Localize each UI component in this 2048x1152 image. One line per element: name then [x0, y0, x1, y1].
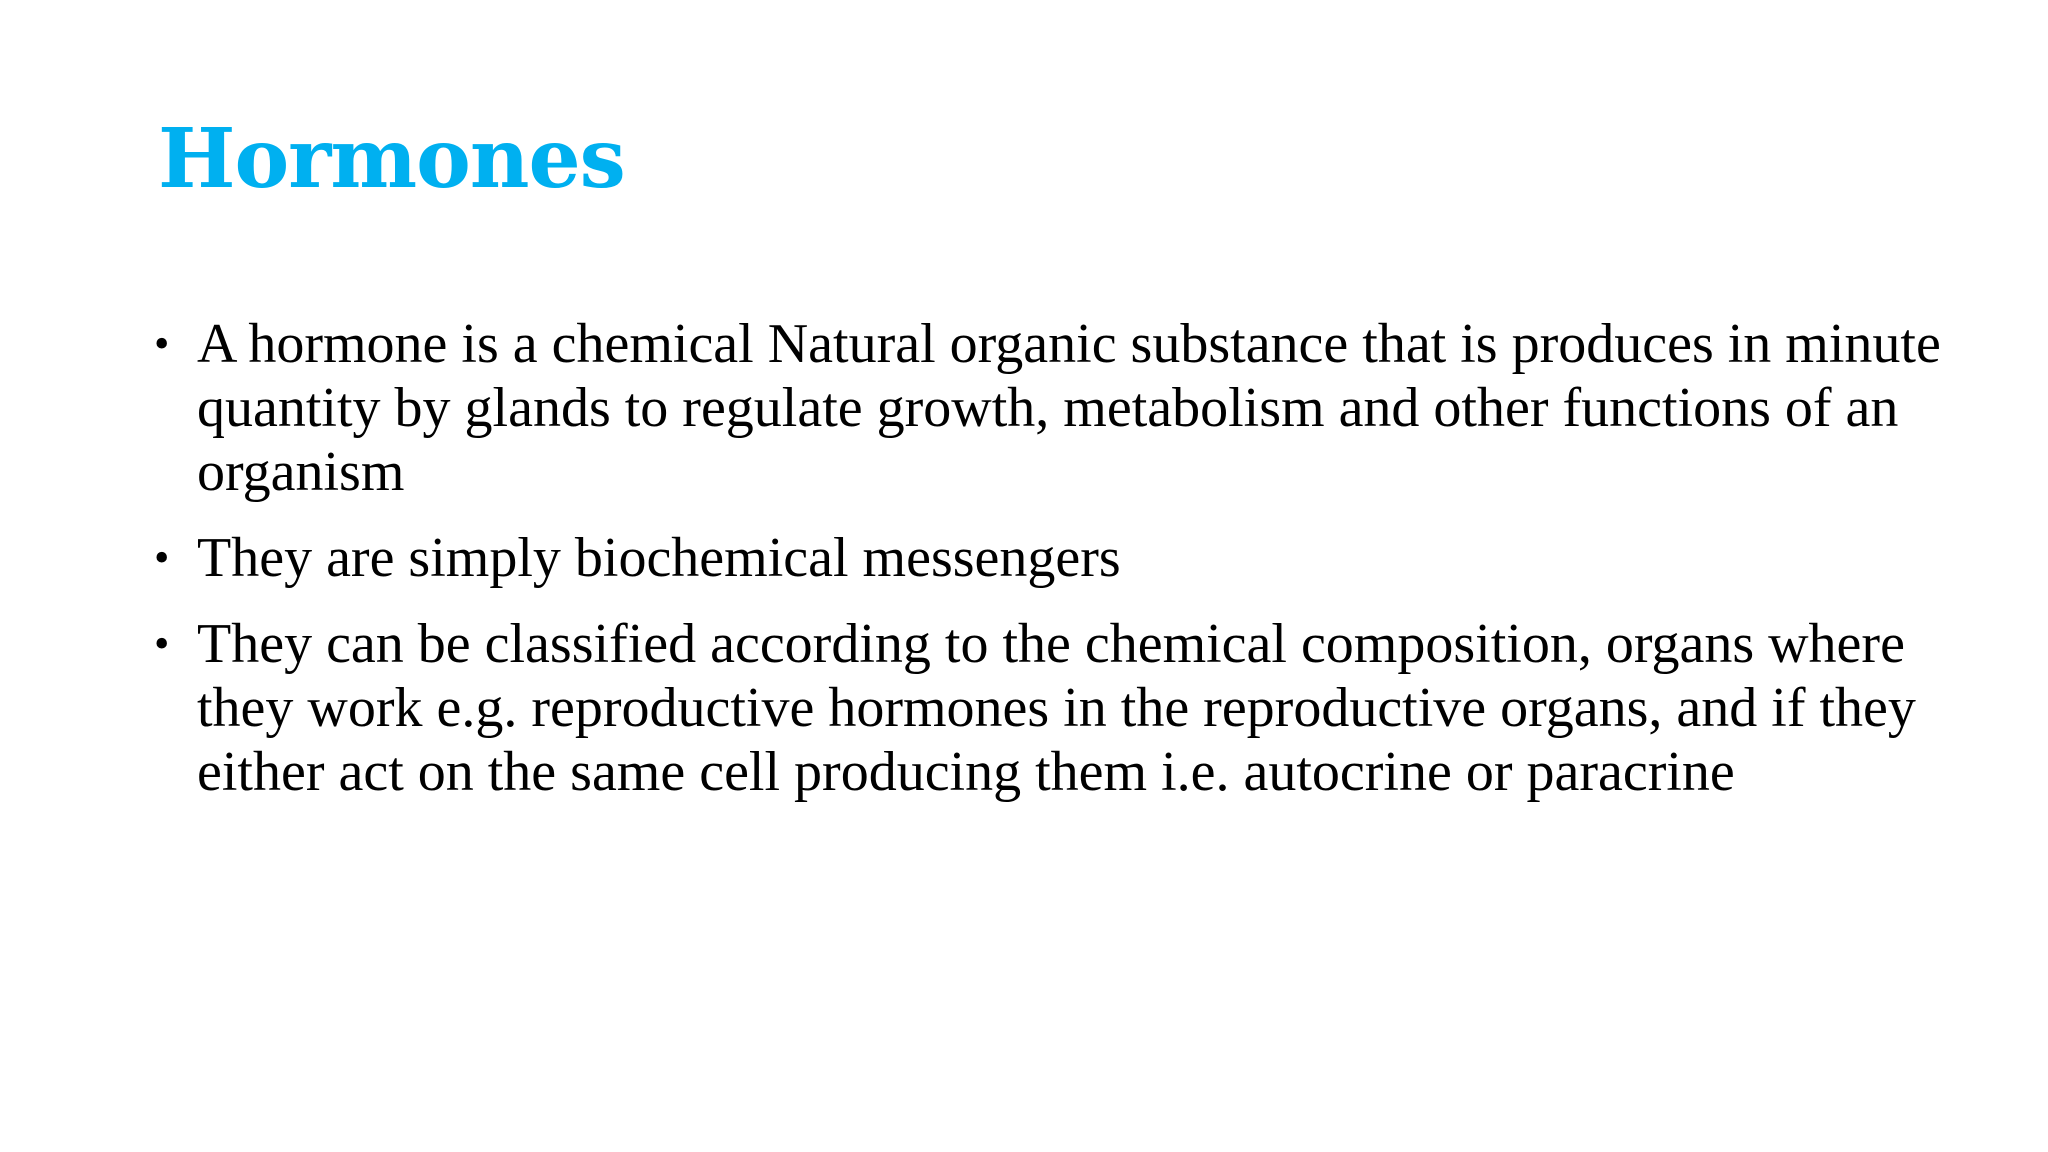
bullet-item	[154, 312, 1954, 504]
bullet-text: They can be classified according to the chemical composition, organs where they work e.g. reproductive hormones in the reproductive organs, and if they either act on the same cell producing them i.e. autocrine or paracrine	[197, 613, 1916, 803]
bullet-dot-icon: •	[154, 319, 170, 368]
bullet-text: A hormone is a chemical Natural organic substance that is produces in minute quantity by glands to regulate growth, metabolism and other functions of an organism	[197, 313, 1941, 503]
bullet-dot-icon: •	[154, 533, 170, 582]
bullet-list	[154, 312, 1954, 826]
bullet-text: They are simply biochemical messengers	[197, 527, 1121, 589]
bullet-item	[154, 526, 1954, 590]
bullet-dot-icon: •	[154, 619, 170, 668]
bullet-item	[154, 612, 1954, 804]
slide-title: Hormones	[158, 111, 625, 207]
